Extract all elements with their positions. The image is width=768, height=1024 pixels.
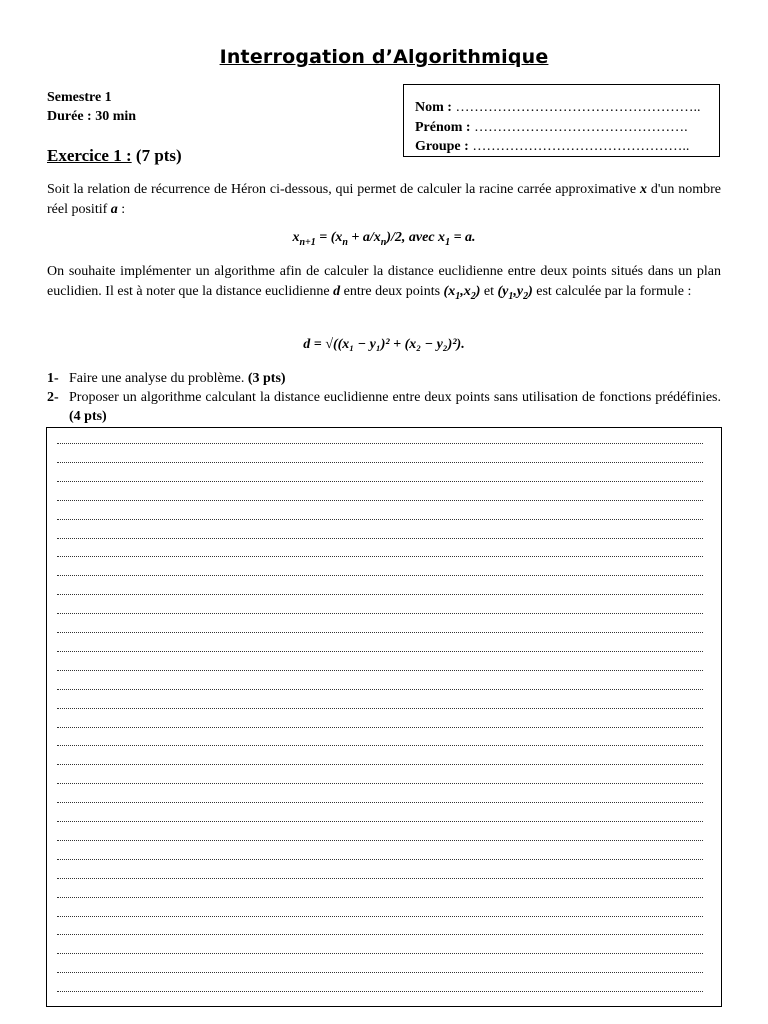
- nom-label: Nom :: [415, 100, 452, 115]
- answer-line: [57, 613, 703, 614]
- answer-line: [57, 897, 703, 898]
- identity-box: [403, 84, 720, 157]
- answer-line: [57, 651, 703, 652]
- answer-line: [57, 594, 703, 595]
- answer-line: [57, 462, 703, 463]
- nom-field[interactable]: [415, 98, 719, 118]
- prenom-field[interactable]: [415, 118, 719, 138]
- question-number: 1-: [47, 371, 59, 386]
- question-2-points: (4 pts): [69, 409, 107, 424]
- answer-line: [57, 538, 703, 539]
- distance-text-1: On souhaite implémenter un algorithme afin de calculer la distance euclidienne entre deux points situés dans un plan euclidien. Il est à noter que la distance euclidienne: [47, 264, 721, 299]
- answer-line: [57, 821, 703, 822]
- heron-formula-text: $x_{n+1} = (x_n + a/x_n)/2$, avec $x_1 = a$.: [292, 230, 476, 248]
- answer-line: [57, 764, 703, 765]
- exercise-points: (7 pts): [135, 146, 182, 165]
- question-number: 2-: [47, 390, 59, 405]
- answer-line: [57, 783, 703, 784]
- question-1: [47, 369, 721, 388]
- heron-formula: [0, 230, 768, 248]
- intro-text-1: Soit la relation de récurrence de Héron ci-dessous, qui permet de calculer la racine carrée approximative: [47, 182, 640, 197]
- distance-formula-text: d = √((x₁ − y₁)² + (x₂ − y₂)²).: [303, 337, 465, 352]
- groupe-dots: ………………………………………..: [472, 139, 690, 154]
- page-title: Interrogation d’Algorithmique: [219, 46, 549, 68]
- answer-box[interactable]: [46, 427, 722, 1007]
- prenom-label: Prénom :: [415, 119, 471, 135]
- answer-line: [57, 556, 703, 557]
- answer-line: [57, 632, 703, 633]
- answer-line: [57, 689, 703, 690]
- question-1-points: (3 pts): [247, 371, 286, 386]
- answer-line: [57, 840, 703, 841]
- nom-dots: ……………………………………………..: [455, 100, 701, 115]
- answer-line: [57, 953, 703, 954]
- distance-text-2: entre deux points: [340, 284, 444, 299]
- distance-text-3: et: [480, 284, 498, 299]
- answer-line: [57, 991, 703, 992]
- answer-line: [57, 727, 703, 728]
- intro-text-3: :: [117, 202, 126, 217]
- answer-line: [57, 972, 703, 973]
- question-1-text: Faire une analyse du problème.: [69, 371, 248, 386]
- semester-label: Semestre 1: [47, 90, 112, 105]
- answer-line: [57, 802, 703, 803]
- exam-meta: [47, 88, 136, 126]
- intro-paragraph: [47, 180, 721, 220]
- exercise-heading: [47, 146, 182, 166]
- intro-var-a: a: [110, 202, 118, 217]
- point-1: $(x_1,x_2)$: [443, 284, 481, 302]
- answer-line: [57, 934, 703, 935]
- question-2: [47, 388, 721, 426]
- distance-paragraph: [47, 262, 721, 307]
- answer-line: [57, 500, 703, 501]
- exercise-title: Exercice 1 :: [47, 146, 132, 165]
- intro-text-2: d'un nombre réel positif: [47, 182, 721, 217]
- distance-formula: [0, 337, 768, 353]
- answer-line: [57, 708, 703, 709]
- point-2: $(y_1,y_2)$: [497, 284, 533, 302]
- answer-line: [57, 481, 703, 482]
- groupe-label: Groupe :: [415, 139, 469, 154]
- intro-var-x: x: [639, 182, 647, 197]
- distance-var-d: d: [333, 284, 341, 299]
- answer-line: [57, 443, 703, 444]
- answer-line: [57, 878, 703, 879]
- answer-line: [57, 670, 703, 671]
- groupe-field[interactable]: [415, 137, 719, 157]
- answer-line: [57, 519, 703, 520]
- question-text: [69, 369, 721, 388]
- answer-line: [57, 575, 703, 576]
- prenom-dots: ……………………………………….: [474, 119, 688, 135]
- duration-label: Durée : 30 min: [47, 109, 137, 124]
- question-2-text: Proposer un algorithme calculant la distance euclidienne entre deux points sans utilisation de fonctions prédéfinies.: [69, 390, 721, 405]
- answer-line: [57, 859, 703, 860]
- question-text: [69, 388, 721, 426]
- answer-line: [57, 916, 703, 917]
- distance-text-4: est calculée par la formule :: [532, 284, 692, 299]
- answer-line: [57, 745, 703, 746]
